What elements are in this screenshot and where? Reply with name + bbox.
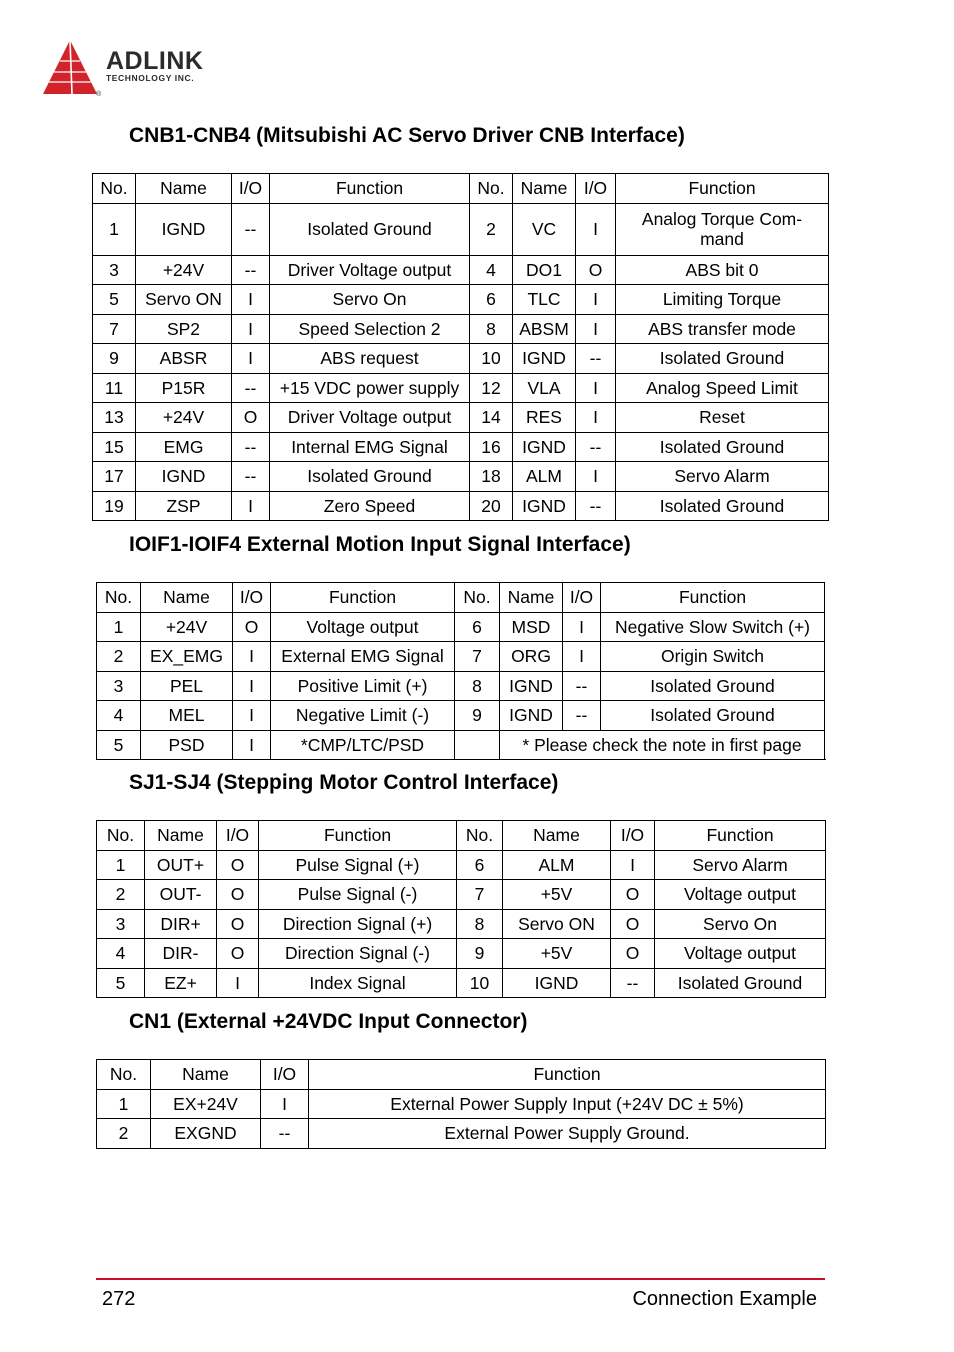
table-cell: ABS transfer mode (616, 314, 829, 344)
table-cell: 3 (97, 909, 145, 939)
table-row (97, 968, 826, 998)
column-header: Function (601, 583, 825, 613)
column-header: No. (97, 1060, 151, 1090)
column-header: Function (271, 583, 455, 613)
table-cell: EZ+ (145, 968, 217, 998)
table-cell: Isolated Ground (655, 968, 826, 998)
column-header: I/O (611, 821, 655, 851)
table-cell: EX_EMG (141, 642, 233, 672)
footer-rule (96, 1278, 825, 1280)
table-cell: Servo Alarm (616, 462, 829, 492)
cnb-pin-table (92, 173, 829, 521)
table-cell: Driver Voltage output (270, 403, 470, 433)
table-cell: I (217, 968, 259, 998)
table-cell: I (576, 403, 616, 433)
column-header: Function (270, 174, 470, 204)
table-cell: 2 (97, 642, 141, 672)
table-cell: +24V (141, 612, 233, 642)
table-cell: Limiting Torque (616, 285, 829, 315)
column-header: Function (259, 821, 457, 851)
table-cell (455, 730, 500, 760)
table-cell: IGND (513, 344, 576, 374)
table-cell: -- (232, 203, 270, 255)
table-cell: SP2 (136, 314, 232, 344)
table-cell: O (576, 255, 616, 285)
table-row (97, 909, 826, 939)
table-cell: External Power Supply Input (+24V DC ± 5%) (309, 1089, 826, 1119)
table-cell: 7 (93, 314, 136, 344)
table-row (93, 403, 829, 433)
table-row (97, 850, 826, 880)
column-header: Name (145, 821, 217, 851)
table-header-row (97, 1060, 826, 1090)
table-cell: 7 (455, 642, 500, 672)
table-cell: *CMP/LTC/PSD (271, 730, 455, 760)
table-cell: 5 (97, 968, 145, 998)
table-cell: 2 (97, 1119, 151, 1149)
table-cell: Pulse Signal (+) (259, 850, 457, 880)
table-cell: 14 (470, 403, 513, 433)
column-header: Function (655, 821, 826, 851)
column-header: I/O (261, 1060, 309, 1090)
table-cell: EXGND (151, 1119, 261, 1149)
table-cell: +5V (503, 939, 611, 969)
table-cell: -- (611, 968, 655, 998)
column-header: No. (97, 821, 145, 851)
table-cell: I (232, 344, 270, 374)
table-cell: -- (563, 701, 601, 731)
table-cell: Direction Signal (+) (259, 909, 457, 939)
table-row (97, 730, 825, 760)
table-cell: 9 (457, 939, 503, 969)
table-row (97, 701, 825, 731)
table-cell: Servo Alarm (655, 850, 826, 880)
table-cell: EMG (136, 432, 232, 462)
table-cell: 17 (93, 462, 136, 492)
table-cell: I (576, 285, 616, 315)
column-header: I/O (233, 583, 271, 613)
table-cell: Negative Limit (-) (271, 701, 455, 731)
table-cell: IGND (513, 491, 576, 521)
table-cell: ZSP (136, 491, 232, 521)
table-row (97, 939, 826, 969)
column-header: I/O (563, 583, 601, 613)
table-cell: I (232, 314, 270, 344)
table-cell: -- (232, 255, 270, 285)
table-row (97, 1089, 826, 1119)
note-cell: * Please check the note in first page (500, 730, 825, 760)
table-cell: O (611, 880, 655, 910)
table-cell: External EMG Signal (271, 642, 455, 672)
table-row (97, 1119, 826, 1149)
column-header: No. (455, 583, 500, 613)
sj-pin-table (96, 820, 826, 998)
table-cell: -- (232, 373, 270, 403)
table-cell: IGND (500, 671, 563, 701)
table-cell: Negative Slow Switch (+) (601, 612, 825, 642)
column-header: Name (513, 174, 576, 204)
table-cell: Voltage output (655, 939, 826, 969)
table-cell: 8 (470, 314, 513, 344)
column-header: I/O (576, 174, 616, 204)
table-cell: MEL (141, 701, 233, 731)
table-cell: Internal EMG Signal (270, 432, 470, 462)
table-cell: I (233, 642, 271, 672)
table-cell: 9 (455, 701, 500, 731)
table-cell: 1 (93, 203, 136, 255)
column-header: Function (616, 174, 829, 204)
column-header: No. (97, 583, 141, 613)
table-cell: O (217, 909, 259, 939)
table-cell: I (232, 491, 270, 521)
table-cell: Isolated Ground (616, 432, 829, 462)
table-cell: Servo On (270, 285, 470, 315)
table-cell: O (217, 880, 259, 910)
column-header: I/O (232, 174, 270, 204)
column-header: Name (151, 1060, 261, 1090)
table-cell: Servo ON (136, 285, 232, 315)
table-cell: 4 (470, 255, 513, 285)
table-cell: ALM (513, 462, 576, 492)
table-row (93, 491, 829, 521)
table-cell: IGND (513, 432, 576, 462)
table-cell: Isolated Ground (270, 462, 470, 492)
ioif-pin-table (96, 582, 825, 760)
column-header: Name (141, 583, 233, 613)
table-cell: 8 (455, 671, 500, 701)
column-header: Name (136, 174, 232, 204)
table-header-row (97, 583, 825, 613)
table-row (93, 255, 829, 285)
table-cell: 7 (457, 880, 503, 910)
table-cell: +24V (136, 255, 232, 285)
table-cell: Direction Signal (-) (259, 939, 457, 969)
table-cell: VLA (513, 373, 576, 403)
table-cell: O (611, 939, 655, 969)
table-cell: +24V (136, 403, 232, 433)
table-cell: -- (576, 491, 616, 521)
table-cell: 1 (97, 1089, 151, 1119)
table-cell: I (611, 850, 655, 880)
table-cell: OUT+ (145, 850, 217, 880)
table-header-row (93, 174, 829, 204)
table-cell: I (576, 373, 616, 403)
table-cell: Servo On (655, 909, 826, 939)
table-cell: O (611, 909, 655, 939)
table-cell: ABS bit 0 (616, 255, 829, 285)
section-title-ioif: IOIF1-IOIF4 External Motion Input Signal Interface) (129, 533, 631, 556)
table-cell: 20 (470, 491, 513, 521)
table-cell: IGND (500, 701, 563, 731)
table-cell: Isolated Ground (270, 203, 470, 255)
logo-brand-text: ADLINK (106, 47, 204, 75)
table-cell: 10 (470, 344, 513, 374)
table-cell: O (217, 850, 259, 880)
column-header: Name (503, 821, 611, 851)
table-cell: 16 (470, 432, 513, 462)
table-row (97, 671, 825, 701)
table-cell: PSD (141, 730, 233, 760)
table-row (93, 285, 829, 315)
table-cell: 1 (97, 850, 145, 880)
table-cell: -- (563, 671, 601, 701)
table-cell: I (563, 642, 601, 672)
table-cell: 6 (455, 612, 500, 642)
table-cell: ABSR (136, 344, 232, 374)
table-row (93, 432, 829, 462)
table-cell: Isolated Ground (616, 344, 829, 374)
table-cell: 3 (93, 255, 136, 285)
table-cell: External Power Supply Ground. (309, 1119, 826, 1149)
table-cell: -- (232, 432, 270, 462)
table-cell: 3 (97, 671, 141, 701)
table-row (93, 203, 829, 255)
table-cell: Origin Switch (601, 642, 825, 672)
table-header-row (97, 821, 826, 851)
table-cell: DIR+ (145, 909, 217, 939)
table-row (93, 314, 829, 344)
table-cell: I (233, 730, 271, 760)
table-cell: +5V (503, 880, 611, 910)
table-cell: -- (232, 462, 270, 492)
table-row (93, 373, 829, 403)
table-cell: Driver Voltage output (270, 255, 470, 285)
table-cell: TLC (513, 285, 576, 315)
table-cell: O (232, 403, 270, 433)
logo-tagline: TECHNOLOGY INC. (106, 73, 195, 83)
table-cell: I (233, 671, 271, 701)
table-cell: IGND (136, 462, 232, 492)
table-cell: 5 (93, 285, 136, 315)
table-cell: 9 (93, 344, 136, 374)
table-cell: O (233, 612, 271, 642)
section-title-cnb: CNB1-CNB4 (Mitsubishi AC Servo Driver CNB Interface) (129, 124, 685, 147)
page-number: 272 (102, 1288, 136, 1310)
table-cell: I (576, 462, 616, 492)
table-cell: RES (513, 403, 576, 433)
table-cell: +15 VDC power supply (270, 373, 470, 403)
section-title-cn1: CN1 (External +24VDC Input Connector) (129, 1010, 528, 1033)
table-row (97, 642, 825, 672)
table-cell: 4 (97, 939, 145, 969)
table-cell: ORG (500, 642, 563, 672)
table-cell: I (576, 203, 616, 255)
table-cell: 19 (93, 491, 136, 521)
table-cell: OUT- (145, 880, 217, 910)
table-cell: O (217, 939, 259, 969)
table-cell: I (261, 1089, 309, 1119)
cn1-pin-table (96, 1059, 826, 1149)
table-cell: 2 (97, 880, 145, 910)
table-cell: 2 (470, 203, 513, 255)
table-cell: ABS request (270, 344, 470, 374)
table-cell: I (233, 701, 271, 731)
table-cell: Pulse Signal (-) (259, 880, 457, 910)
registered-mark: ® (96, 91, 102, 98)
table-cell: Zero Speed (270, 491, 470, 521)
table-cell: Reset (616, 403, 829, 433)
table-cell: 8 (457, 909, 503, 939)
table-cell: 4 (97, 701, 141, 731)
table-cell: 13 (93, 403, 136, 433)
table-row (97, 880, 826, 910)
table-cell: Servo ON (503, 909, 611, 939)
section-title-sj: SJ1-SJ4 (Stepping Motor Control Interface) (129, 771, 559, 794)
table-cell: 1 (97, 612, 141, 642)
table-cell: Index Signal (259, 968, 457, 998)
table-cell: Analog Speed Limit (616, 373, 829, 403)
column-header: No. (470, 174, 513, 204)
table-cell: IGND (503, 968, 611, 998)
table-cell: I (576, 314, 616, 344)
table-cell: P15R (136, 373, 232, 403)
table-cell: I (563, 612, 601, 642)
table-cell: MSD (500, 612, 563, 642)
table-cell: 12 (470, 373, 513, 403)
table-cell: Analog Torque Com- mand (616, 203, 829, 255)
table-cell: Isolated Ground (616, 491, 829, 521)
table-cell: Isolated Ground (601, 671, 825, 701)
column-header: Function (309, 1060, 826, 1090)
table-cell: 15 (93, 432, 136, 462)
table-cell: PEL (141, 671, 233, 701)
table-row (97, 612, 825, 642)
table-cell: Voltage output (655, 880, 826, 910)
table-cell: -- (261, 1119, 309, 1149)
table-cell: -- (576, 432, 616, 462)
table-cell: IGND (136, 203, 232, 255)
adlink-triangle-icon (42, 38, 102, 98)
table-cell: 6 (457, 850, 503, 880)
table-cell: EX+24V (151, 1089, 261, 1119)
company-logo (42, 38, 242, 100)
column-header: I/O (217, 821, 259, 851)
column-header: Name (500, 583, 563, 613)
table-cell: ALM (503, 850, 611, 880)
table-cell: Voltage output (271, 612, 455, 642)
table-cell: VC (513, 203, 576, 255)
table-cell: DIR- (145, 939, 217, 969)
footer-section-name: Connection Example (632, 1288, 817, 1310)
table-cell: 6 (470, 285, 513, 315)
table-cell: DO1 (513, 255, 576, 285)
column-header: No. (93, 174, 136, 204)
table-cell: 5 (97, 730, 141, 760)
table-cell: 11 (93, 373, 136, 403)
table-cell: Speed Selection 2 (270, 314, 470, 344)
table-cell: Isolated Ground (601, 701, 825, 731)
column-header: No. (457, 821, 503, 851)
table-cell: 18 (470, 462, 513, 492)
table-cell: I (232, 285, 270, 315)
table-cell: Positive Limit (+) (271, 671, 455, 701)
table-row (93, 462, 829, 492)
table-cell: -- (576, 344, 616, 374)
table-cell: ABSM (513, 314, 576, 344)
table-cell: 10 (457, 968, 503, 998)
table-row (93, 344, 829, 374)
